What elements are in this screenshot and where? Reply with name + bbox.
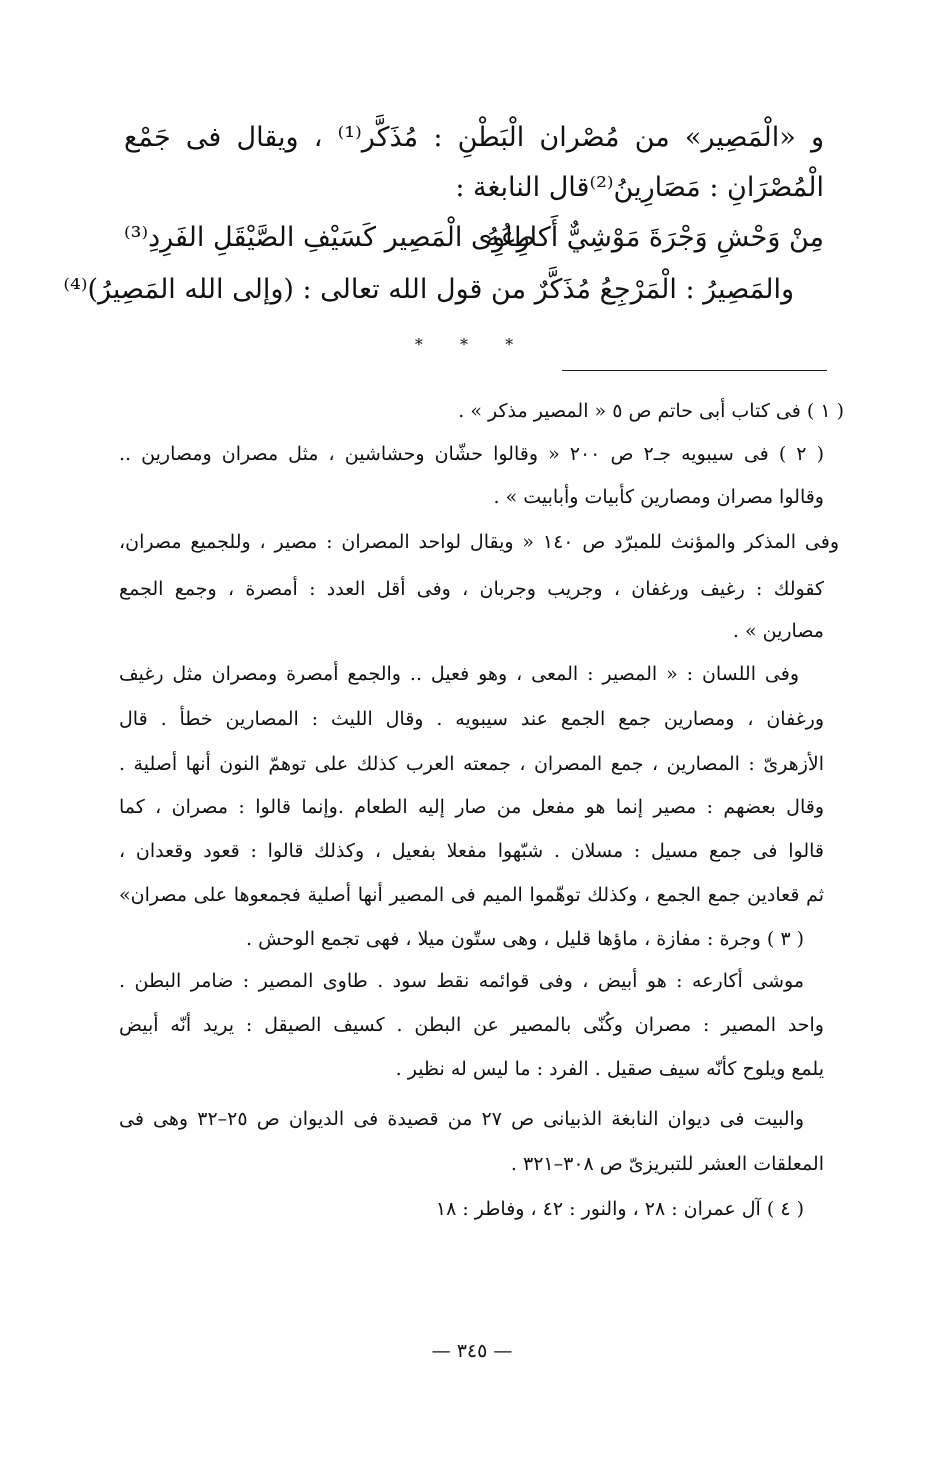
footnote-line: الأزهرىّ : المصارين ، جمع المصران ، جمعته العرب كذلك على توهمّ النون أنها أصلية . bbox=[119, 753, 824, 775]
footnote-line: وقال بعضهم : مصير إنما هو مفعل من صار إليه الطعام .وإنما قالوا : مصران ، كما bbox=[119, 796, 824, 818]
main-text-line: و «الْمَصِير» من مُصْران الْبَطْنِ : مُذَكَّر⁽¹⁾ ، ويقال فى جَمْع bbox=[124, 122, 824, 153]
main-text-line: والمَصِيرُ : الْمَرْجِعُ مُذَكَّرٌ من قول الله تعالى : (وإلى الله المَصِيرُ)⁽⁴⁾ bbox=[63, 274, 794, 305]
footnote-line: ( ٤ ) آل عمران : ٢٨ ، والنور : ٤٢ ، وفاطر : ١٨ bbox=[435, 1198, 804, 1220]
footnote-line: ورغفان ، ومصارين جمع الجمع عند سيبويه . وقال الليث : المصارين خطأ . قال bbox=[119, 708, 824, 730]
footnote-line: وفى اللسان : « المصير : المعى ، وهو فعيل .. والجمع أمصرة ومصران مثل رغيف bbox=[119, 663, 799, 685]
footnote-line: ( ٢ ) فى سيبويه جـ٢ ص ٢٠٠ « وقالوا حشّان وحشاشين ، مثل مصران ومصارين .. bbox=[119, 443, 824, 465]
footnote-line: المعلقات العشر للتبريزىّ ص ٣٠٨–٣٢١ . bbox=[510, 1153, 824, 1175]
footnote-line: والبيت فى ديوان النابغة الذبيانى ص ٢٧ من قصيدة فى الديوان ص ٢٥–٣٢ وهى فى bbox=[119, 1108, 805, 1130]
verse-hemistich-first: مِنْ وَحْشِ وَجْرَةَ مَوْشِيٌّ أَكارِعُهُ bbox=[485, 222, 824, 253]
poetry-verse bbox=[124, 218, 824, 258]
section-separator: * * * bbox=[414, 335, 530, 354]
footnote-line: يلمع ويلوح كأنّه سيف صقيل . الفرد : ما ليس له نظير . bbox=[395, 1058, 824, 1080]
footnote-line: كقولك : رغيف ورغفان ، وجريب وجربان ، وفى أقل العدد : أمصرة ، وجمع الجمع bbox=[119, 578, 824, 600]
footnote-line: قالوا فى جمع مسيل : مسلان . شبّهوا مفعلا بفعيل ، وكذلك قالوا : قعود وقعدان ، bbox=[119, 840, 824, 862]
footnote-divider bbox=[562, 370, 827, 371]
footnote-line: ثم قعادين جمع الجمع ، وكذلك توهّموا الميم فى المصير أنها أصلية فجمعوها على مصران» bbox=[119, 884, 824, 906]
page-number: — ٣٤٥ — bbox=[431, 1340, 513, 1362]
verse-hemistich-second: طاوِى الْمَصِير كَسَيْفِ الصَّيْقَلِ الفَرِدِ⁽³⁾ bbox=[124, 222, 535, 253]
footnote-line: موشى أكارعه : هو أبيض ، وفى قوائمه نقط سود . طاوى المصير : ضامر البطن . bbox=[119, 970, 804, 992]
footnote-line: مصارين » . bbox=[732, 620, 824, 642]
footnote-line: واحد المصير : مصران وكُنّى بالمصير عن البطن . كسيف الصيقل : يريد أنّه أبيض bbox=[119, 1014, 824, 1036]
footnote-line: ( ١ ) فى كتاب أبى حاتم ص ٥ « المصير مذكر » . bbox=[458, 400, 844, 422]
main-text-line: الْمُصْرَانِ : مَصَارِينُ⁽²⁾قال النابغة : bbox=[455, 172, 824, 203]
footnote-line: وفى المذكر والمؤنث للمبرّد ص ١٤٠ « ويقال لواحد المصران : مصير ، وللجميع مصران، bbox=[119, 531, 840, 553]
footnote-line: ( ٣ ) وجرة : مفازة ، ماؤها قليل ، وهى ستّون ميلا ، فهى تجمع الوحش . bbox=[246, 928, 804, 950]
footnote-line: وقالوا مصران ومصارين كأبيات وأبابيت » . bbox=[493, 486, 824, 508]
